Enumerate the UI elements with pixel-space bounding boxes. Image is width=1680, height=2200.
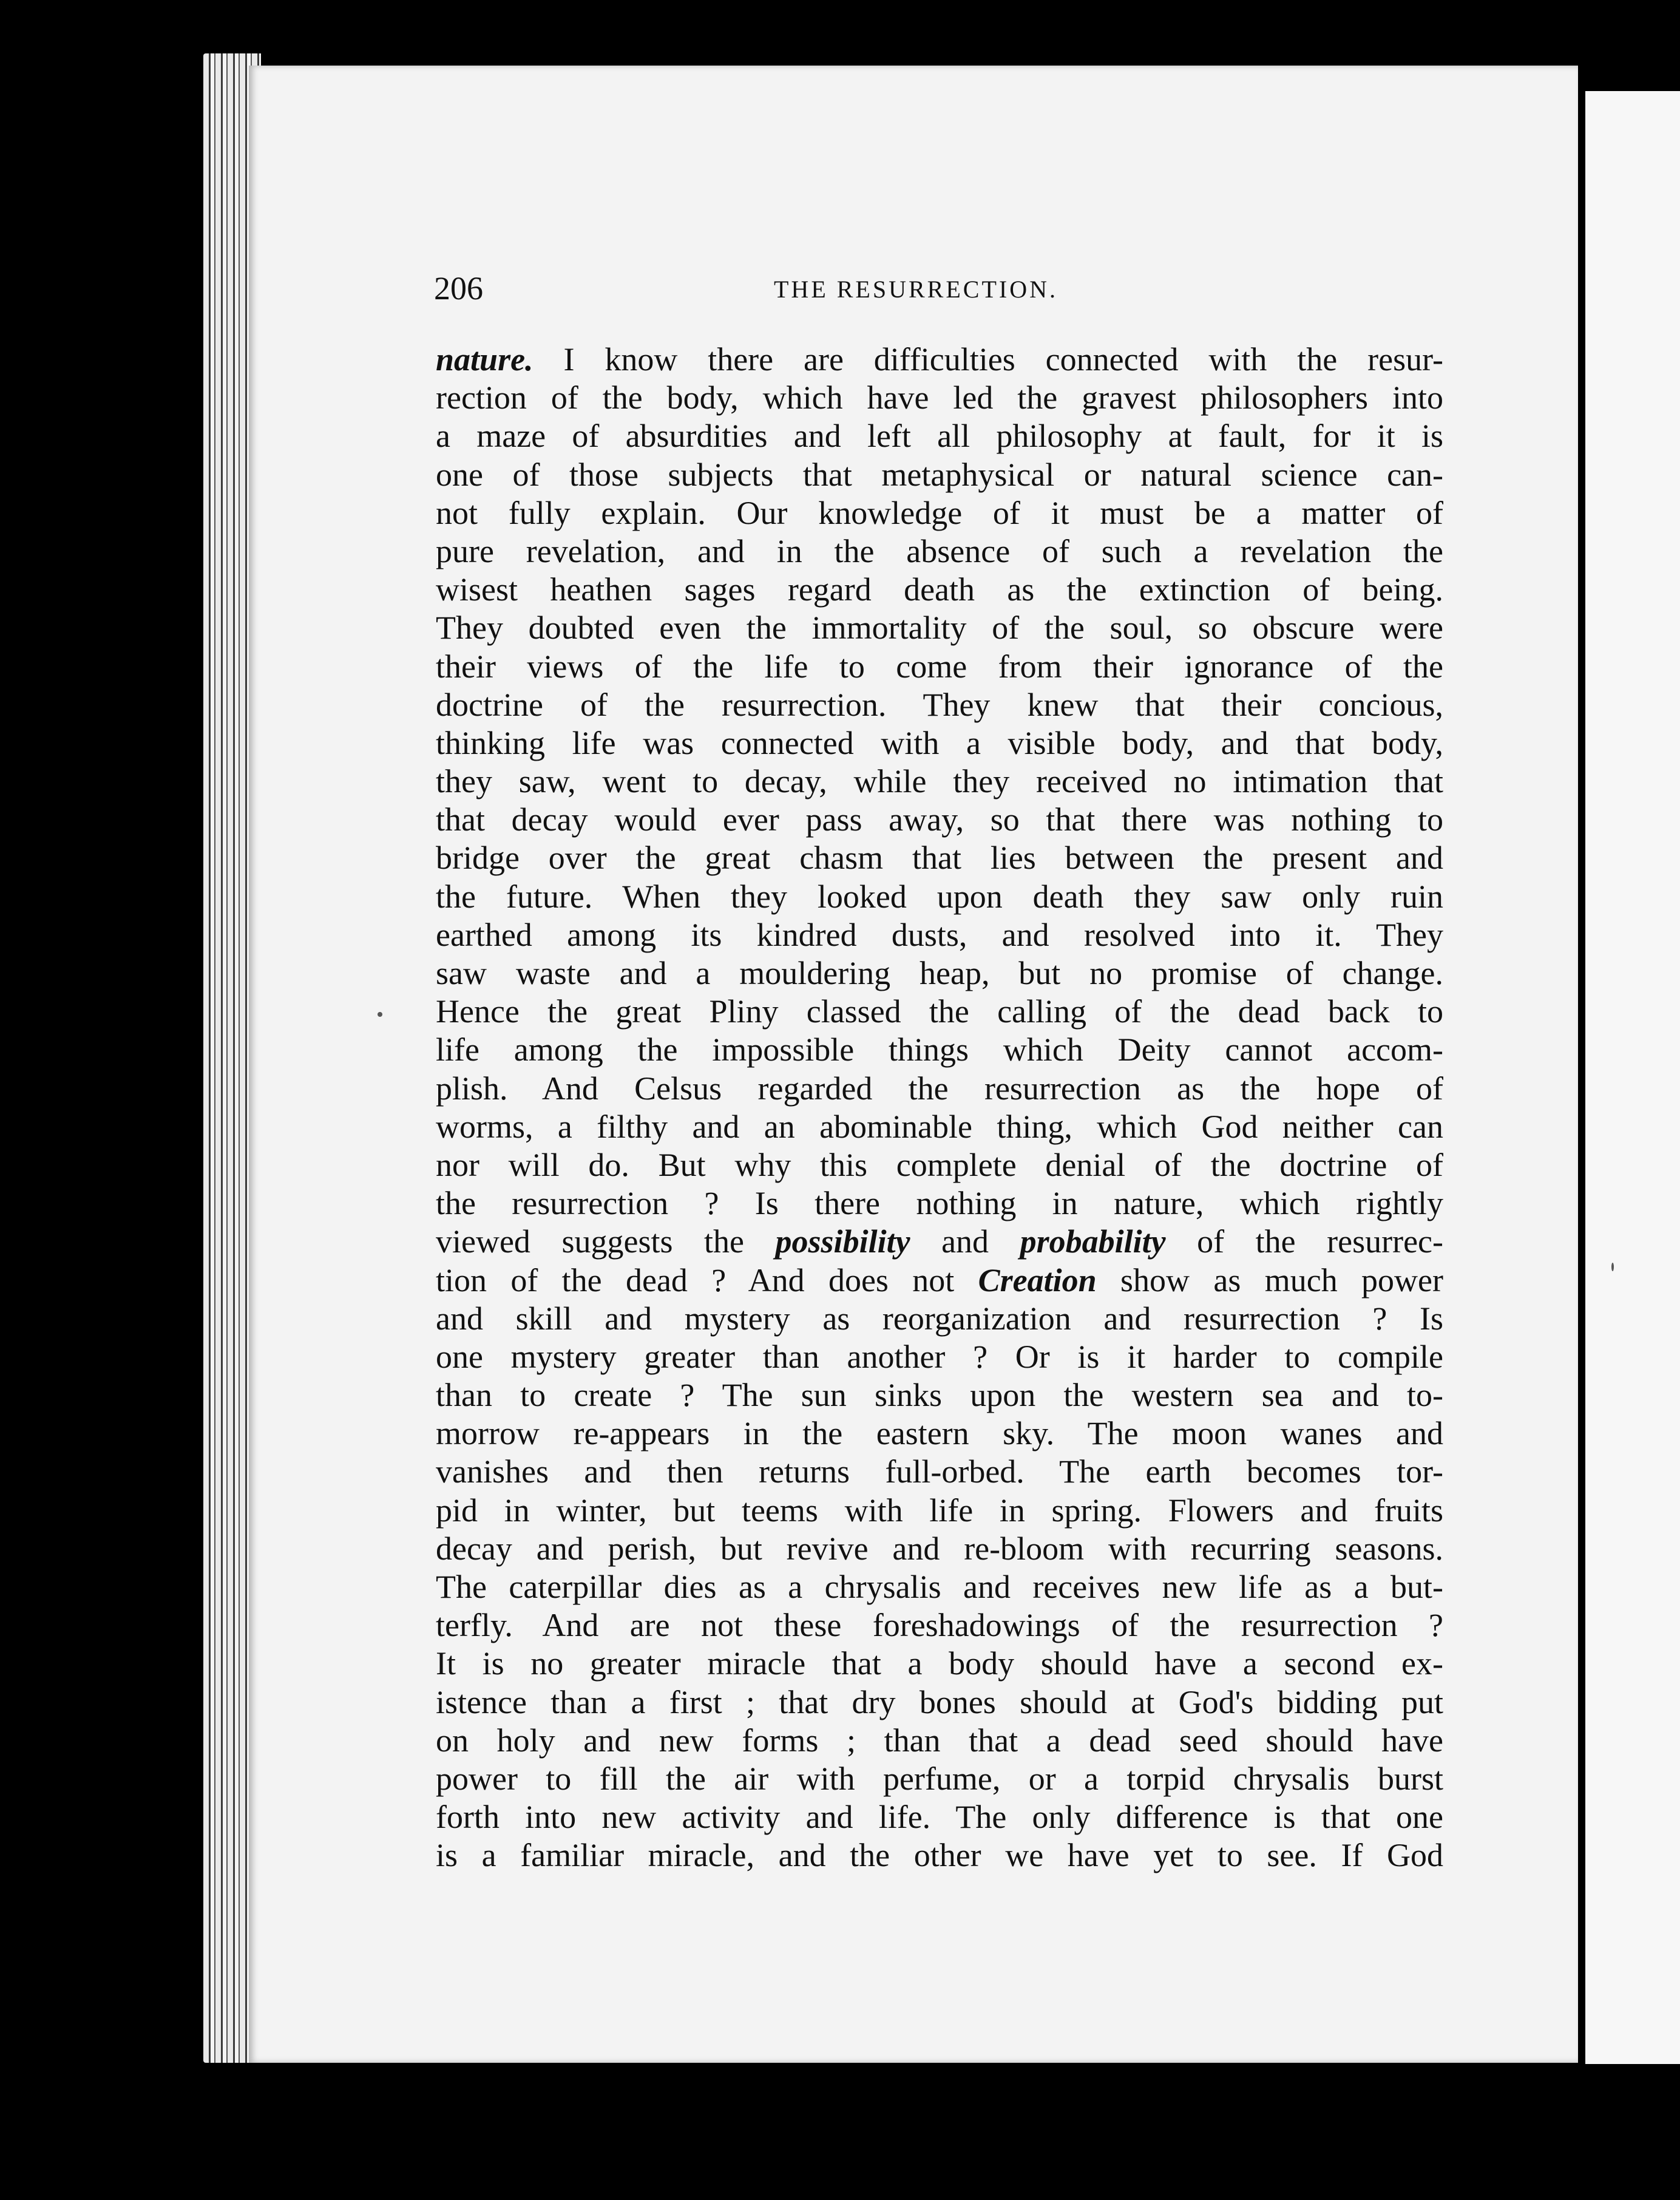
text-line: a maze of absurdities and left all philosophy at fault, for it is xyxy=(436,418,1443,455)
text-line: the future. When they looked upon death they saw only ruin xyxy=(436,878,1443,915)
text-line: terfly. And are not these foreshadowings of the resurrection ? xyxy=(436,1607,1443,1644)
text-line: istence than a first ; that dry bones should at God's bidding put xyxy=(436,1683,1443,1720)
facing-page-edge xyxy=(1585,91,1680,2064)
text-line: decay and perish, but revive and re-bloom with recurring seasons. xyxy=(436,1530,1443,1567)
text-line: They doubted even the immortality of the soul, so obscure were xyxy=(436,609,1443,647)
text-line: tion of the dead ? And does not Creation show as much power xyxy=(436,1261,1443,1299)
text-line: forth into new activity and life. The only difference is that one xyxy=(436,1799,1443,1836)
text-line: doctrine of the resurrection. They knew that their concious, xyxy=(436,686,1443,723)
text-line: pid in winter, but teems with life in spring. Flowers and fruits xyxy=(436,1492,1443,1529)
text-line: not fully explain. Our knowledge of it must be a matter of xyxy=(436,494,1443,531)
text-line: that decay would ever pass away, so that there was nothing to xyxy=(436,801,1443,838)
text-line: one mystery greater than another ? Or is it harder to compile xyxy=(436,1338,1443,1375)
text-line: than to create ? The sun sinks upon the western sea and to- xyxy=(436,1377,1443,1414)
text-line: The caterpillar dies as a chrysalis and receives new life as a but- xyxy=(436,1569,1443,1605)
text-line: is a familiar miracle, and the other we have yet to see. If God xyxy=(436,1837,1443,1874)
text-line: pure revelation, and in the absence of such a revelation the xyxy=(436,532,1443,569)
text-line: bridge over the great chasm that lies between the present and xyxy=(436,840,1443,877)
text-line: vanishes and then returns full-orbed. The earth becomes tor- xyxy=(436,1453,1443,1490)
text-line: on holy and new forms ; than that a dead seed should have xyxy=(436,1722,1443,1759)
text-line: nor will do. But why this complete denial of the doctrine of xyxy=(436,1146,1443,1183)
text-line: saw waste and a mouldering heap, but no promise of change. xyxy=(436,955,1443,991)
text-line: earthed among its kindred dusts, and resolved into it. They xyxy=(436,916,1443,953)
text-line: Hence the great Pliny classed the calling of the dead back to xyxy=(436,993,1443,1030)
text-line: wisest heathen sages regard death as the extinction of being. xyxy=(436,571,1443,608)
text-line: morrow re-appears in the eastern sky. The moon wanes and xyxy=(436,1415,1443,1452)
text-line: one of those subjects that metaphysical or natural science can- xyxy=(436,456,1443,493)
text-line: their views of the life to come from their ignorance of the xyxy=(436,648,1443,685)
facing-page-gutter xyxy=(1578,103,1585,2058)
ink-speck xyxy=(378,1012,382,1017)
text-line: they saw, went to decay, while they received no intimation that xyxy=(436,763,1443,800)
body-text xyxy=(436,341,1443,1875)
text-line: It is no greater miracle that a body should have a second ex- xyxy=(436,1645,1443,1682)
text-line: and skill and mystery as reorganization and resurrection ? Is xyxy=(436,1300,1443,1337)
text-line: plish. And Celsus regarded the resurrection as the hope of xyxy=(436,1070,1443,1107)
text-line: life among the impossible things which Deity cannot accom- xyxy=(436,1031,1443,1068)
page-header xyxy=(434,267,1435,310)
page-number: 206 xyxy=(434,270,483,307)
running-head: THE RESURRECTION. xyxy=(774,276,1058,303)
text-line: the resurrection ? Is there nothing in nature, which rightly xyxy=(436,1185,1443,1222)
text-line: rection of the body, which have led the gravest philosophers into xyxy=(436,379,1443,416)
text-line: viewed suggests the possibility and probability of the resurrec- xyxy=(436,1223,1443,1260)
text-line: worms, a filthy and an abominable thing, which God neither can xyxy=(436,1108,1443,1145)
ink-speck xyxy=(1611,1263,1614,1271)
text-line: thinking life was connected with a visible body, and that body, xyxy=(436,724,1443,761)
text-line: nature. I know there are difficulties connected with the resur- xyxy=(436,341,1443,378)
text-line: power to fill the air with perfume, or a torpid chrysalis burst xyxy=(436,1760,1443,1797)
